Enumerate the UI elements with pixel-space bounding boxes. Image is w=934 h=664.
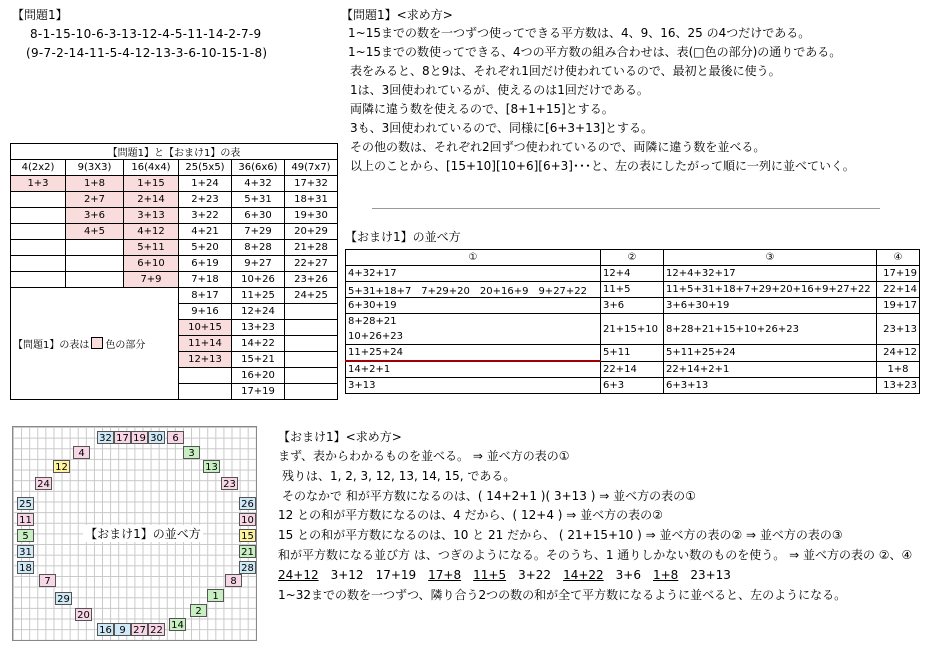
- table1-cell: 2+14: [124, 192, 179, 208]
- pink-swatch: [91, 337, 103, 349]
- table1-cell: 19+30: [285, 208, 338, 224]
- t2-c3-r3: 3+6+30+19: [664, 298, 877, 314]
- table1-cell: [66, 240, 124, 256]
- t2-c1-r8: 3+13: [346, 378, 601, 394]
- t2-c4-r1: 17+19: [877, 266, 920, 282]
- explain1-line-6: 3も、3回使われているので、同様に[6+3+13]とする。: [350, 121, 654, 135]
- table1-cell: 4+5: [66, 224, 124, 240]
- circle-number: 9: [114, 623, 131, 636]
- t2-c4-r2: 22+14: [877, 282, 920, 298]
- t2-c2-r7: 6+3: [601, 378, 664, 394]
- circle-number: 22: [148, 623, 165, 636]
- pair-item: 1+8: [652, 567, 679, 582]
- table1-cell: 22+27: [285, 256, 338, 272]
- sequence-reverse: (9-7-2-14-11-5-4-12-13-3-6-10-15-1-8): [26, 46, 268, 60]
- ex2-last: 1~32までの数を一つずつ、隣り合う2つの数の和が全て平方数になるように並べると、左のようになる。: [278, 587, 847, 602]
- table1-cell: [179, 368, 232, 384]
- table1-cell: 7+29: [232, 224, 285, 240]
- table1-cell: [66, 256, 124, 272]
- ex2-line-3: そのなかで 和が平方数になるのは、( 14+2+1 )( 3+13 ) ⇒ 並べ方の表の①: [282, 488, 696, 503]
- pair-item: 3+12: [330, 567, 364, 582]
- circle-number: 24: [35, 477, 52, 490]
- ex2-line-5: 15 との和が平方数になるのは、10 と 21 だから、 ( 21+15+10 ) ⇒ 並べ方の表の② ⇒ 並べ方の表の③: [278, 528, 843, 543]
- table1-header-6: 49(7x7): [285, 160, 338, 176]
- table1-cell: 3+13: [124, 208, 179, 224]
- circle-number: 28: [239, 561, 256, 574]
- circle-number: 21: [239, 545, 256, 558]
- note-text: 【問題1】の表は: [13, 340, 90, 351]
- grid-label: 【おまけ1】の並べ方: [83, 525, 203, 542]
- explain1-line-4: 1は、3回使われているが、使えるのは1回だけである。: [350, 83, 649, 97]
- table1-header-3: 16(4x4): [124, 160, 179, 176]
- table1-header-5: 36(6x6): [232, 160, 285, 176]
- circle-number: 7: [39, 574, 56, 587]
- explain1-line-8: 以上のことから、[15+10][10+6][6+3]･･･と、左の表にしたがって順に一列に並べていく。: [350, 159, 855, 173]
- t2-c4-r4: 23+13: [877, 314, 920, 345]
- table1-cell: [285, 368, 338, 384]
- t2-c3-r7: 6+3+13: [664, 378, 877, 394]
- table1-cell: 3+6: [66, 208, 124, 224]
- circle-number: 16: [97, 623, 114, 636]
- t2-c3-r6: 22+14+2+1: [664, 361, 877, 378]
- table1-cell: 1+15: [124, 176, 179, 192]
- table1-cell: 6+30: [232, 208, 285, 224]
- pair-item: 3+22: [518, 567, 552, 582]
- table1-cell: 14+22: [232, 336, 285, 352]
- table1-cell: 1+3: [11, 176, 66, 192]
- circle-number: 32: [97, 431, 114, 444]
- circle-number: 4: [73, 446, 90, 459]
- circle-number: 13: [203, 460, 220, 473]
- t2-c2-r1: 12+4: [601, 266, 664, 282]
- t2-c2-r5: 5+11: [601, 345, 664, 362]
- table1-cell: 3+22: [179, 208, 232, 224]
- table1-cell: 20+29: [285, 224, 338, 240]
- table1-cell: [11, 192, 66, 208]
- table1-header-2: 9(3X3): [66, 160, 124, 176]
- table1-note: [11, 288, 179, 400]
- square-sum-table: [10, 143, 338, 400]
- table1-cell: 23+26: [285, 272, 338, 288]
- t2-c3-r5: 5+11+25+24: [664, 345, 877, 362]
- table1-cell: 6+10: [124, 256, 179, 272]
- ex2-line-1: まず、表からわかるものを並べる。 ⇒ 並べ方の表の①: [278, 449, 570, 463]
- pair-item: 3+6: [615, 567, 641, 582]
- table1-cell: 2+7: [66, 192, 124, 208]
- table1-cell: 5+11: [124, 240, 179, 256]
- table1-cell: 10+26: [232, 272, 285, 288]
- t2-c2-r4: 21+15+10: [601, 314, 664, 345]
- t2-c3-r4: 8+28+21+15+10+26+23: [664, 314, 877, 345]
- pair-item: 14+22: [563, 567, 604, 582]
- circle-number: 17: [114, 431, 131, 444]
- table1-cell: 8+28: [232, 240, 285, 256]
- table1-cell: 4+32: [232, 176, 285, 192]
- table1-cell: 15+21: [232, 352, 285, 368]
- table1-cell: [285, 384, 338, 400]
- table1-cell: [11, 224, 66, 240]
- t2-c2-r6: 22+14: [601, 361, 664, 378]
- circle-number: 2: [190, 604, 207, 617]
- circle-number: 27: [131, 623, 148, 636]
- arrangement-table: [345, 249, 920, 394]
- table1-cell: 5+31: [232, 192, 285, 208]
- ex2-line-4: 12 との和が平方数になるのは、4 だから、( 12+4 ) ⇒ 並べ方の表の②: [278, 508, 663, 523]
- circle-number: 1: [207, 589, 224, 602]
- table1-cell: 5+20: [179, 240, 232, 256]
- ex2-line-6: 和が平方数になる並び方 は、つぎのようになる。そのうち、1 通りしかない数のものを使う。 ⇒ 並べ方の表の ②、④: [278, 547, 913, 562]
- explain2-lines: [278, 447, 912, 605]
- table1-header-1: 4(2x2): [11, 160, 66, 176]
- t2-c1-r4: 8+28+21: [346, 314, 601, 330]
- t2-c4-r6: 1+8: [877, 361, 920, 378]
- explain2-title: 【おまけ1】<求め方>: [278, 430, 402, 444]
- table1-cell: 17+32: [285, 176, 338, 192]
- t2-c2-r3: 3+6: [601, 298, 664, 314]
- col-header-3: ③: [664, 250, 877, 266]
- mondai-title: 【問題1】: [12, 8, 68, 22]
- col-header-1: ①: [346, 250, 601, 266]
- circle-number: 19: [131, 431, 148, 444]
- explain1-line-5: 両隣に違う数を使えるので、[8+1+15]とする。: [350, 102, 614, 116]
- table1-cell: 16+20: [232, 368, 285, 384]
- table1-cell: 9+27: [232, 256, 285, 272]
- table1-cell: [285, 320, 338, 336]
- circle-number: 18: [17, 561, 34, 574]
- pair-item: 24+12: [278, 567, 319, 582]
- circle-number: 11: [17, 513, 34, 526]
- table1-cell: [285, 336, 338, 352]
- pair-item: 11+5: [473, 567, 507, 582]
- table1-cell: [11, 208, 66, 224]
- t2-c4-r5: 24+12: [877, 345, 920, 362]
- pair-item: 17+8: [428, 567, 462, 582]
- circle-number: 26: [239, 497, 256, 510]
- table1-cell: 13+23: [232, 320, 285, 336]
- divider: [372, 208, 880, 209]
- circle-number: 20: [75, 608, 92, 621]
- table1-cell: 1+8: [66, 176, 124, 192]
- t2-c3-r1: 12+4+32+17: [664, 266, 877, 282]
- table1-cell: [285, 304, 338, 320]
- explain1-title: 【問題1】<求め方>: [341, 8, 453, 22]
- col-header-4: ④: [877, 250, 920, 266]
- table1-cell: 7+18: [179, 272, 232, 288]
- table1-cell: 4+12: [124, 224, 179, 240]
- circle-number: 15: [239, 529, 256, 542]
- table1-cell: [66, 272, 124, 288]
- table1-header-4: 25(5x5): [179, 160, 232, 176]
- circle-number: 29: [55, 592, 72, 605]
- circle-number: 10: [239, 513, 256, 526]
- table1-cell: 6+19: [179, 256, 232, 272]
- pair-item: 17+19: [375, 567, 417, 582]
- circle-arrangement-grid: [12, 426, 257, 641]
- table1-caption: 【問題1】と【おまけ1】の表: [11, 144, 338, 160]
- table1-cell: 1+24: [179, 176, 232, 192]
- table1-cell: [179, 384, 232, 400]
- table1-cell: 4+21: [179, 224, 232, 240]
- table1-cell: 7+9: [124, 272, 179, 288]
- table1-cell: [11, 240, 66, 256]
- table1-cell: 10+15: [179, 320, 232, 336]
- t2-c1-r5: 10+26+23: [346, 329, 601, 345]
- t2-c1-r2: 5+31+18+7 7+29+20 20+16+9 9+27+22: [346, 282, 601, 298]
- table1-cell: 18+31: [285, 192, 338, 208]
- table1-cell: 9+16: [179, 304, 232, 320]
- table1-cell: 17+19: [232, 384, 285, 400]
- explain1-line-3: 表をみると、8と9は、それぞれ1回だけ使われているので、最初と最後に使う。: [350, 64, 781, 78]
- circle-number: 30: [148, 431, 165, 444]
- circle-number: 8: [225, 574, 242, 587]
- table1-cell: 21+28: [285, 240, 338, 256]
- table1-cell: [11, 256, 66, 272]
- table1-cell: 12+24: [232, 304, 285, 320]
- col-header-2: ②: [601, 250, 664, 266]
- circle-number: 5: [17, 529, 34, 542]
- table1-cell: 12+13: [179, 352, 232, 368]
- table1-cell: 11+14: [179, 336, 232, 352]
- circle-number: 6: [167, 431, 184, 444]
- table1-cell: [285, 352, 338, 368]
- table1-cell: 11+25: [232, 288, 285, 304]
- t2-c4-r3: 19+17: [877, 298, 920, 314]
- sequence-answer: 8-1-15-10-6-3-13-12-4-5-11-14-2-7-9: [30, 27, 262, 41]
- t2-c2-r2: 11+5: [601, 282, 664, 298]
- circle-number: 14: [169, 618, 186, 631]
- pair-item: 23+13: [690, 567, 731, 582]
- explain1-line-2: 1~15までの数使ってできる、4つの平方数の組み合わせは、表(□色の部分)の通りである。: [348, 45, 842, 59]
- note-text-2: 色の部分: [105, 340, 146, 351]
- table1-cell: 2+23: [179, 192, 232, 208]
- explain1-lines: [348, 24, 855, 176]
- table1-cell: 24+25: [285, 288, 338, 304]
- circle-number: 3: [183, 446, 200, 459]
- ex2-pairs: [278, 566, 912, 586]
- t2-c4-r7: 13+23: [877, 378, 920, 394]
- table1-cell: 8+17: [179, 288, 232, 304]
- circle-number: 23: [221, 477, 238, 490]
- t2-c3-r2: 11+5+31+18+7+29+20+16+9+27+22: [664, 282, 877, 298]
- table2-title: 【おまけ1】の並べ方: [345, 230, 461, 244]
- explain1-line-7: その他の数は、それぞれ2回ずつ使われているので、両隣に違う数を並べる。: [350, 140, 766, 154]
- t2-c1-r1: 4+32+17: [346, 266, 601, 282]
- t2-c1-r7: 14+2+1: [346, 361, 601, 378]
- table1-cell: [11, 272, 66, 288]
- t2-c1-r3: 6+30+19: [346, 298, 601, 314]
- circle-number: 25: [17, 497, 34, 510]
- t2-c1-r6: 11+25+24: [346, 345, 601, 362]
- circle-number: 12: [53, 460, 70, 473]
- circle-number: 31: [17, 545, 34, 558]
- ex2-line-2: 残りは、1, 2, 3, 12, 13, 14, 15, である。: [282, 468, 516, 483]
- explain1-line-1: 1~15までの数を一つずつ使ってできる平方数は、4、9、16、25 の4つだけである。: [348, 26, 811, 40]
